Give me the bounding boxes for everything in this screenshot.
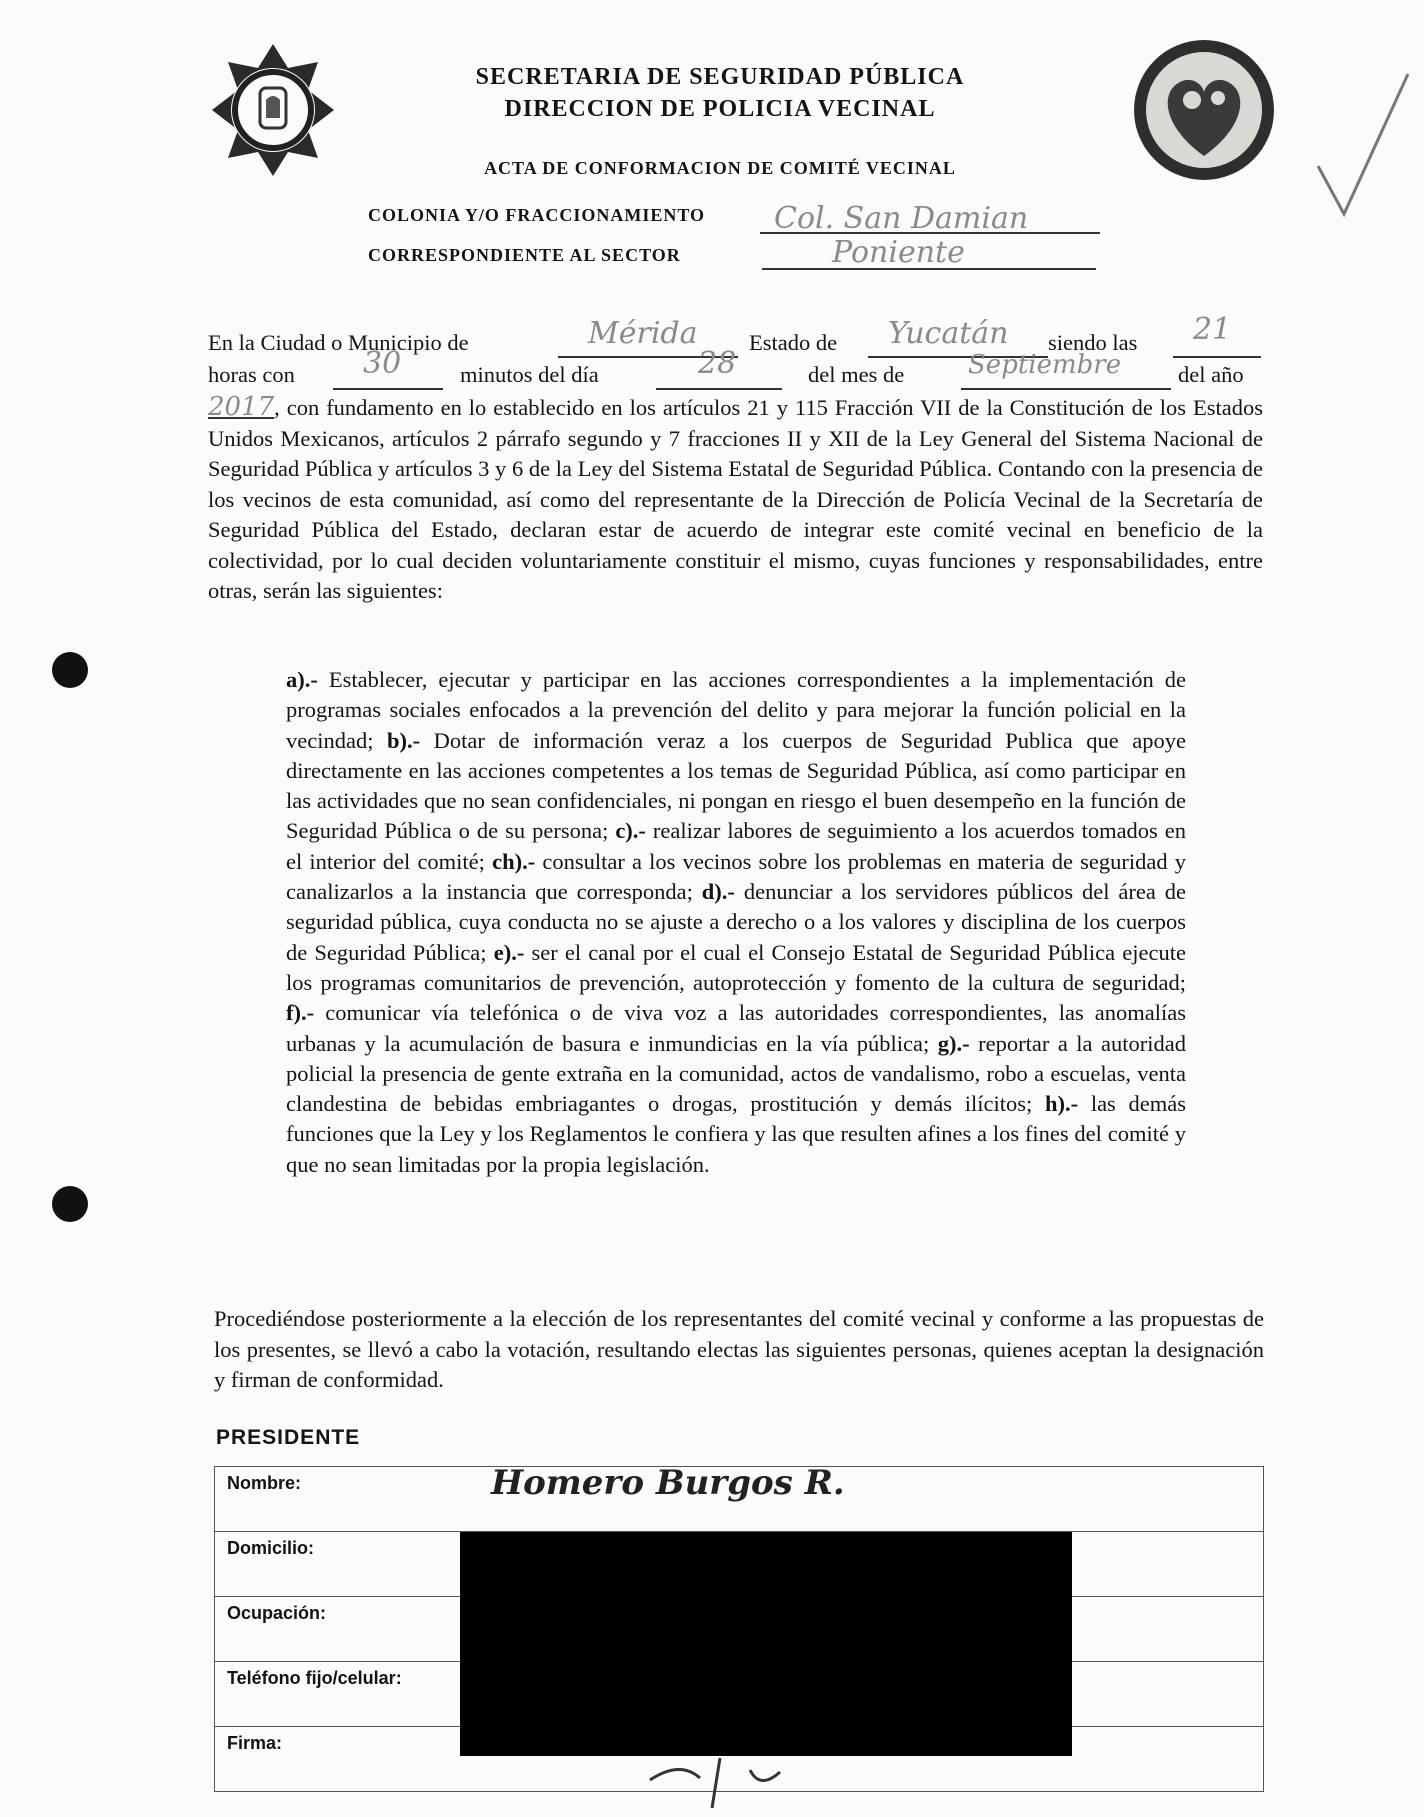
municipio-value: Mérida bbox=[588, 316, 698, 351]
intro-paragraph: 2017, con fundamento en lo establecido en los artículos 21 y 115 Fracción VII de la Constitución de los Estados Unidos Mexicanos, artículos 2 párrafo segundo y 7 fracciones II y XII de la Ley General del Sistema Nacional de Seguridad Pública y artículos 3 y 6 de la Ley del Sistema Estatal de Seguridad Pública. Contando con la presencia de los vecinos de esta comunidad, así como del representante de la Dirección de Policía Vecinal de la Secretaría de Seguridad Pública del Estado, declaran estar de acuerdo de integrar este comité vecinal en beneficio de la colectividad, por lo cual deciden voluntariamente constituir el mismo, cuyas funciones y responsabilidades, entre otras, serán las siguientes: bbox=[208, 392, 1263, 603]
police-badge-logo bbox=[208, 40, 338, 180]
signature-label: Firma: bbox=[215, 1727, 450, 1792]
horas-value: 21 bbox=[1193, 312, 1232, 347]
name-label: Nombre: bbox=[215, 1467, 450, 1532]
intro-line-2: horas con 30 minutos del día 28 del mes de Septiembre del año bbox=[208, 358, 1263, 390]
document-subtitle: ACTA DE CONFORMACION DE COMITÉ VECINAL bbox=[484, 158, 956, 178]
header-line-2: DIRECCION DE POLICIA VECINAL bbox=[504, 96, 936, 122]
punch-hole-bottom bbox=[52, 1186, 88, 1222]
check-mark-annotation bbox=[1312, 70, 1412, 220]
colonia-value: Col. San Damian bbox=[774, 201, 1029, 236]
colonia-label: COLONIA Y/O FRACCIONAMIENTO bbox=[368, 205, 706, 225]
punch-hole-top bbox=[52, 652, 88, 688]
closing-paragraph: Procediéndose posteriormente a la elección de los representantes del comité vecinal y conforme a las propuestas de los presentes, se llevó a cabo la votación, resultando electas las siguientes personas, quienes aceptan la designación y firman de conformidad. bbox=[214, 1306, 1264, 1392]
estado-value: Yucatán bbox=[888, 316, 1009, 351]
colonia-field bbox=[760, 200, 1100, 234]
president-row-name bbox=[215, 1467, 1264, 1532]
phone-label: Teléfono fijo/celular: bbox=[215, 1662, 450, 1727]
functions-list: a).- Establecer, ejecutar y participar en las acciones correspondientes a la implementación de programas sociales enfocados a la prevención del delito y para mejorar la función policial en la vecindad; b).- Dotar de información veraz a los cuerpos de Seguridad Publica que apoye directamente en las acciones competentes a los temas de Seguridad Pública, así como participar en las actividades que no sean confidenciales, ni pongan en riesgo el buen desempeño en la función de Seguridad Pública o de su persona; c).- realizar labores de seguimiento a los acuerdos tomados en el interior del comité; ch).- consultar a los vecinos sobre los problemas en materia de seguridad y canalizarlos a la instancia que corresponda; d).- denunciar a los servidores públicos del área de seguridad pública, cuya conducta no se ajuste a derecho o a los valores y disciplina de los cuerpos de Seguridad Pública; e).- ser el canal por el cual el Consejo Estatal de Seguridad Pública ejecute los programas comunitarios de prevención, autoprotección y fomento de la cultura de seguridad; f).- comunicar vía telefónica o de viva voz a las autoridades correspondientes, las anomalías urbanas y la acumulación de basura e inmundicias en la vía pública; g).- reportar a la autoridad policial la presencia de gente extraña en la comunidad, actos de vandalismo, robo a escuelas, venta clandestina de bebidas embriagantes o drogas, prostitución y demás ilícitos; h).- las demás funciones que la Ley y los Reglamentos le confiera y las que resulten afines a los fines del comité y que no sean limitadas por la propia legislación. bbox=[286, 667, 1187, 1177]
sector-value: Poniente bbox=[832, 235, 965, 270]
occupation-label: Ocupación: bbox=[215, 1597, 450, 1662]
sector-label: CORRESPONDIENTE AL SECTOR bbox=[368, 245, 681, 265]
heart-emblem-seal bbox=[1132, 38, 1276, 182]
minutos-value: 30 bbox=[363, 346, 402, 381]
intro-line-1: En la Ciudad o Municipio de Mérida Estado de Yucatán siendo las 21 bbox=[208, 326, 1263, 358]
signature-scribble bbox=[640, 1750, 840, 1810]
header-line-1: SECRETARIA DE SEGURIDAD PÚBLICA bbox=[475, 64, 965, 90]
address-label: Domicilio: bbox=[215, 1532, 450, 1597]
name-value: Homero Burgos R. bbox=[449, 1467, 1264, 1532]
president-title: PRESIDENTE bbox=[216, 1426, 361, 1449]
sector-field bbox=[762, 235, 1096, 270]
mes-value: Septiembre bbox=[968, 350, 1122, 380]
anio-value: 2017 bbox=[208, 392, 275, 422]
dia-value: 28 bbox=[698, 346, 737, 381]
redaction-block bbox=[460, 1532, 1072, 1756]
